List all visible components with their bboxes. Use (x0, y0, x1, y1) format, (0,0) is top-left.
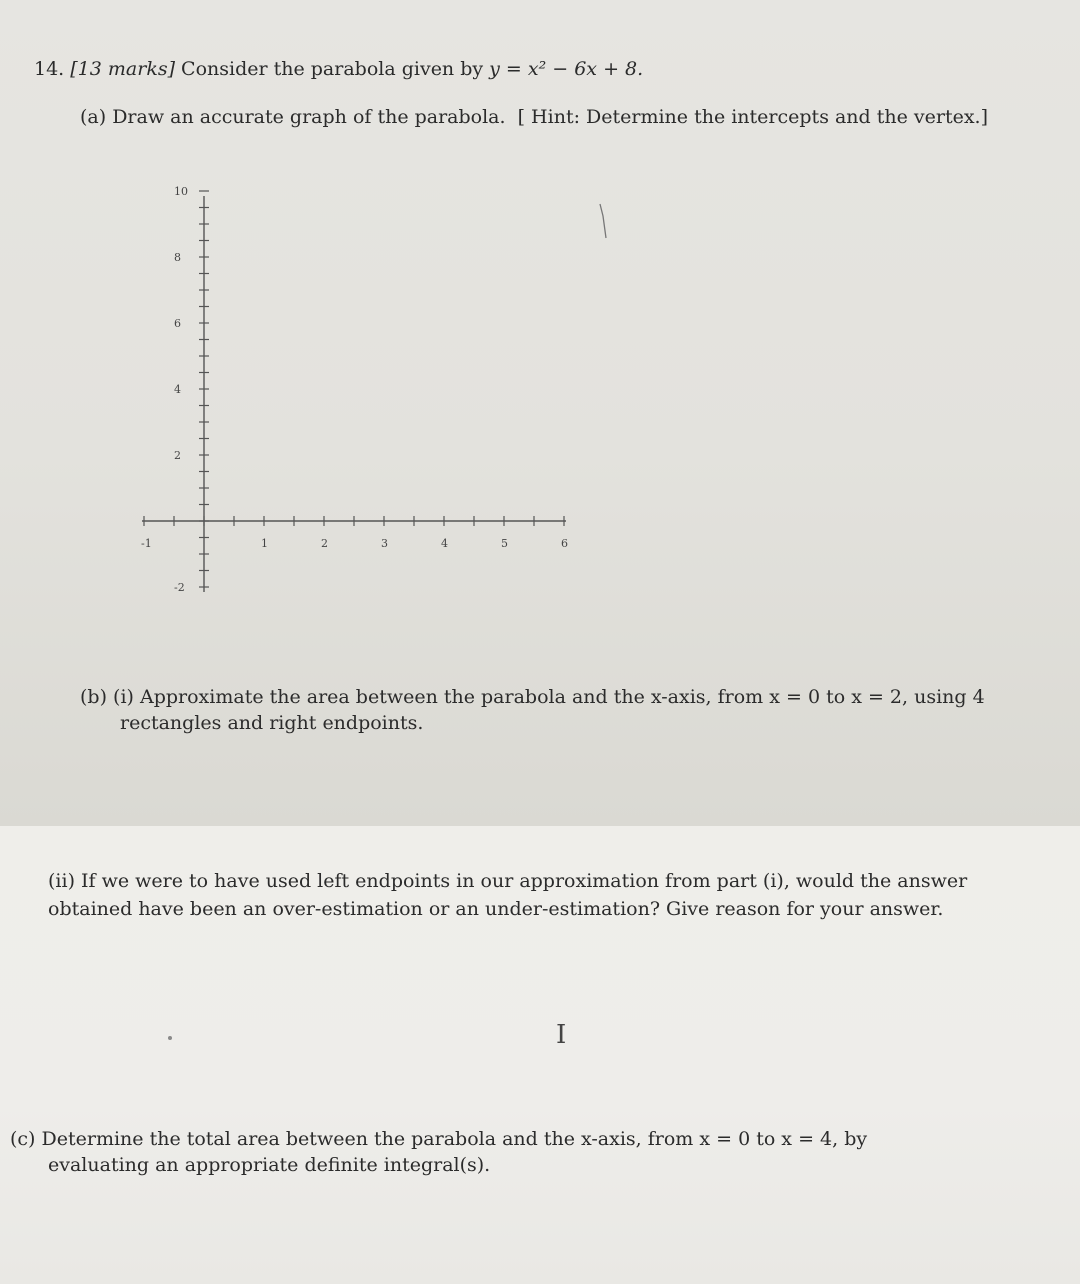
x-tick-label: 1 (261, 537, 268, 550)
x-tick-label: 5 (501, 537, 508, 550)
y-tick-label: -2 (174, 581, 185, 594)
part-b-ii (48, 868, 967, 895)
part-b-i-label: (b) (i) (80, 686, 134, 708)
part-b-i-line1: Approximate the area between the parabola and the x-axis, from x = 0 to x = 2, using 4 (139, 686, 985, 708)
part-a-hint: [ Hint: Determine the intercepts and the vertex.] (517, 106, 989, 128)
question-number: 14. (34, 58, 65, 80)
x-tick-label: 6 (561, 537, 568, 550)
part-c (10, 1126, 867, 1153)
part-b-ii-line1: If we were to have used left endpoints in our approximation from part (i), would the answer (81, 870, 968, 892)
part-a-label: (a) (80, 106, 107, 128)
y-tick-label: 8 (174, 251, 181, 264)
part-b-i-line2: rectangles and right endpoints. (120, 712, 424, 734)
question-intro: Consider the parabola given by (181, 58, 484, 80)
blank-graph-axes (0, 0, 1080, 640)
y-tick-label: 6 (174, 317, 181, 330)
part-c-line1: Determine the total area between the parabola and the x-axis, from x = 0 to x = 4, by (41, 1128, 868, 1150)
x-tick-label: 3 (381, 537, 388, 550)
question-equation: y = x² − 6x + 8. (489, 58, 644, 80)
part-b-ii-line2: obtained have been an over-estimation or an under-estimation? Give reason for your answer. (48, 898, 944, 920)
y-tick-label: 4 (174, 383, 181, 396)
y-tick-label: 2 (174, 449, 181, 462)
question-marks: [13 marks] (70, 58, 175, 80)
stray-mark (168, 1036, 172, 1040)
x-tick-label: 4 (441, 537, 448, 550)
y-tick-label: 10 (174, 185, 188, 198)
part-c-label: (c) (10, 1128, 36, 1150)
x-tick-label: 2 (321, 537, 328, 550)
part-b-i (80, 684, 985, 711)
part-b-ii-label: (ii) (48, 870, 75, 892)
x-tick-label: -1 (141, 537, 152, 550)
text-cursor-icon: I (556, 1020, 567, 1050)
pen-mark (600, 204, 606, 238)
part-a-text: Draw an accurate graph of the parabola. (112, 106, 506, 128)
part-c-line2: evaluating an appropriate definite integral(s). (48, 1154, 491, 1176)
